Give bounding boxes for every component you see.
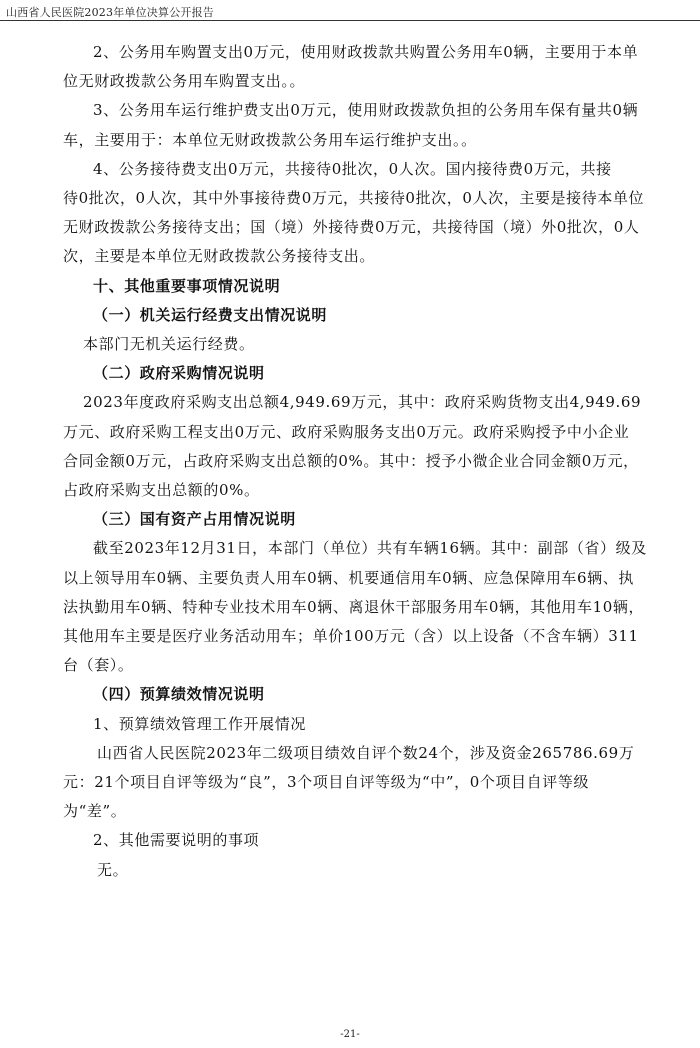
header-divider [0,20,700,21]
reception-line-3: 无财政拨款公务接待支出；国（境）外接待费0万元，共接待国（境）外0批次，0人 [63,218,640,237]
performance-subheading-2: 2、其他需要说明的事项 [93,831,260,850]
performance-line-3: 为“差”。 [63,802,127,821]
assets-line-2: 以上领导用车0辆、主要负责人用车0辆、机要通信用车0辆、应急保障用车6辆、执 [63,568,634,587]
vehicle-purchase-line-1: 2、公务用车购置支出0万元，使用财政拨款共购置公务用车0辆，主要用于本单 [93,43,639,61]
section-10-2-heading: （二）政府采购情况说明 [93,364,265,383]
assets-line-1: 截至2023年12月31日，本部门（单位）共有车辆16辆。其中：副部（省）级及 [93,539,647,558]
performance-line-1: 山西省人民医院2023年二级项目绩效自评个数24个，涉及资金265786.69万 [97,743,635,762]
other-matters-text: 无。 [97,860,129,879]
procurement-line-4: 占政府采购支出总额的0%。 [63,481,260,500]
performance-line-2: 元：21个项目自评等级为“良”，3个项目自评等级为“中”，0个项目自评等级 [63,773,590,792]
section-10-1-heading: （一）机关运行经费支出情况说明 [93,305,328,324]
page-number: -21- [340,1029,360,1040]
assets-line-3: 法执勤用车0辆、特种专业技术用车0辆、离退休干部服务用车0辆，其他用车10辆， [63,597,645,616]
performance-subheading-1: 1、预算绩效管理工作开展情况 [93,714,306,733]
assets-line-4: 其他用车主要是医疗业务活动用车；单价100万元（含）以上设备（不含车辆）311 [63,627,639,646]
reception-line-1: 4、公务接待费支出0万元，共接待0批次，0人次。国内接待费0万元，共接 [93,159,612,178]
procurement-line-1: 2023年度政府采购支出总额4,949.69万元，其中：政府采购货物支出4,949.69 [83,393,642,412]
vehicle-purchase-line-2: 位无财政拨款公务用车购置支出。。 [63,72,306,91]
procurement-line-2: 万元、政府采购工程支出0万元、政府采购服务支出0万元。政府采购授予中小企业 [63,422,630,441]
vehicle-maintenance-line-2: 车，主要用于：本单位无财政拨款公务用车运行维护支出。。 [63,130,477,149]
assets-line-5: 台（套）。 [63,656,134,675]
section-10-3-heading: （三）国有资产占用情况说明 [93,510,296,529]
reception-line-4: 次，主要是本单位无财政拨款公务接待支出。 [63,247,376,266]
running-header: 山西省人民医院2023年单位决算公开报告 [6,6,214,19]
reception-line-2: 待0批次，0人次，其中外事接待费0万元，共接待0批次，0人次，主要是接待本单位 [63,189,645,208]
operating-funds-text: 本部门无机关运行经费。 [83,335,255,354]
document-body [63,38,663,885]
procurement-line-3: 合同金额0万元，占政府采购支出总额的0%。其中：授予小微企业合同金额0万元， [63,451,639,470]
section-10-4-heading: （四）预算绩效情况说明 [93,685,265,704]
section-10-heading: 十、其他重要事项情况说明 [93,276,281,295]
vehicle-maintenance-line-1: 3、公务用车运行维护费支出0万元，使用财政拨款负担的公务用车保有量共0辆 [93,101,639,120]
